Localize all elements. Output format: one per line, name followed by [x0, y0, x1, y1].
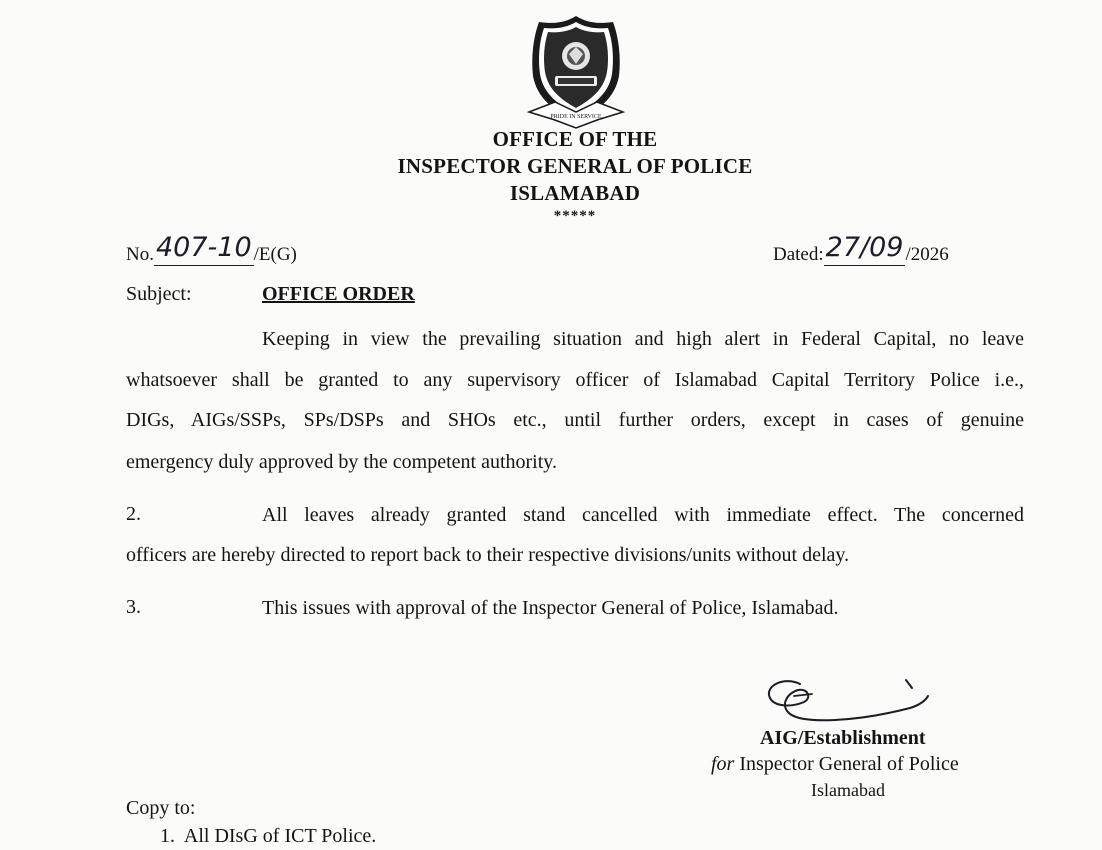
paragraph-1-line-1: Keeping in view the prevailing situation and high alert in Federal Capital, no leave — [262, 328, 1024, 350]
reference-handwritten-number: 407-10 — [155, 232, 252, 263]
signatory-city: Islamabad — [811, 780, 885, 800]
date-label: Dated: — [773, 244, 824, 265]
paragraph-1-line-4: emergency duly approved by the competent authority. — [126, 451, 557, 473]
reference-prefix: No. — [126, 244, 154, 265]
paragraph-2-line-1: All leaves already granted stand cancelled with immediate effect. The concerned — [262, 504, 1024, 526]
police-badge-icon — [525, 14, 627, 130]
office-heading-line-1: OFFICE OF THE — [492, 127, 658, 151]
date-year: /2026 — [905, 244, 949, 265]
reference-suffix: /E(G) — [253, 244, 297, 265]
signatory-on-behalf — [711, 753, 959, 776]
header-stars: ***** — [553, 208, 597, 224]
paragraph-2-number: 2. — [126, 503, 141, 525]
subject-title: OFFICE ORDER — [262, 283, 415, 305]
signature-mark — [760, 672, 930, 732]
signatory-title: AIG/Establishment — [760, 727, 926, 749]
paragraph-3-number: 3. — [126, 596, 141, 618]
copy-to-item-1: 1. All DIsG of ICT Police. — [160, 825, 377, 847]
signatory-for-prefix: for — [711, 753, 735, 775]
copy-to-label: Copy to: — [126, 797, 196, 819]
paragraph-2-line-2: officers are hereby directed to report back to their respective divisions/units without delay. — [126, 544, 850, 566]
date-handwritten: 27/09 — [825, 232, 904, 263]
signatory-for-text: Inspector General of Police — [734, 753, 959, 775]
order-date — [773, 232, 949, 267]
office-heading-line-2: INSPECTOR GENERAL OF POLICE — [397, 154, 753, 178]
paragraph-1-line-2: whatsoever shall be granted to any supervisory officer of Islamabad Capital Territory Police i.e., — [126, 369, 1024, 391]
paragraph-3-line-1: This issues with approval of the Inspector General of Police, Islamabad. — [262, 597, 839, 619]
office-heading-line-3: ISLAMABAD — [509, 181, 641, 205]
subject-label: Subject: — [126, 283, 192, 305]
paragraph-1-line-3: DIGs, AIGs/SSPs, SPs/DSPs and SHOs etc., until further orders, except in cases of genuine — [126, 409, 1024, 431]
reference-number — [126, 232, 297, 267]
emblem-motto: PRIDE IN SERVICE — [550, 114, 602, 120]
